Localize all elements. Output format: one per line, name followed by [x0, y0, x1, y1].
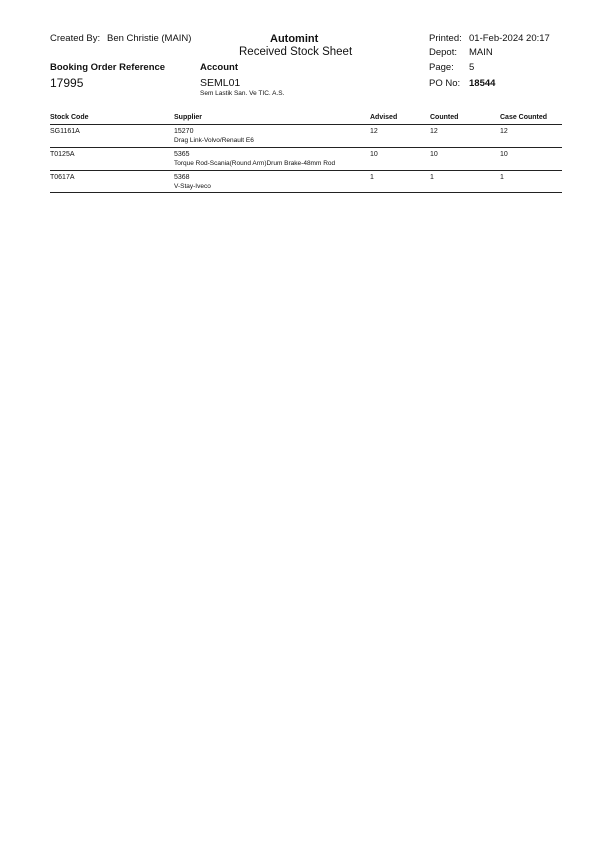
column-header-stock-code: Stock Code: [50, 114, 89, 121]
supplier-code: 5368: [174, 174, 190, 181]
counted-qty: 10: [430, 151, 438, 158]
advised-qty: 10: [370, 151, 378, 158]
column-header-advised: Advised: [370, 114, 398, 121]
stock-code: SG1161A: [50, 128, 80, 135]
column-header-counted: Counted: [430, 114, 459, 121]
advised-qty: 1: [370, 174, 374, 181]
account-label: Account: [200, 62, 238, 73]
column-header-case-counted: Case Counted: [500, 114, 548, 121]
depot-value: MAIN: [469, 47, 493, 58]
booking-ref-label: Booking Order Reference: [50, 62, 166, 73]
account-name: Sem Lastik San. Ve TIC. A.S.: [200, 90, 285, 97]
column-header-supplier: Supplier: [174, 114, 203, 121]
row-divider: [50, 192, 562, 193]
item-description: Drag Link-Volvo/Renault E6: [174, 137, 254, 144]
page-label: Page:: [429, 62, 454, 73]
stock-code: T0125A: [50, 151, 75, 158]
created-by-value: Ben Christie (MAIN): [107, 33, 192, 44]
created-by-label: Created By:: [50, 33, 101, 44]
company-name: Automint: [270, 33, 319, 45]
printed-label: Printed:: [429, 33, 462, 44]
case-counted-qty: 12: [500, 128, 508, 135]
case-counted-qty: 1: [500, 174, 504, 181]
po-number: 18544: [469, 78, 496, 89]
advised-qty: 12: [370, 128, 378, 135]
row-divider: [50, 170, 562, 171]
page-number: 5: [469, 62, 475, 73]
header-divider: [50, 124, 562, 125]
document-title: Received Stock Sheet: [239, 46, 353, 58]
row-divider: [50, 147, 562, 148]
depot-label: Depot:: [429, 47, 457, 58]
po-label: PO No:: [429, 78, 461, 89]
item-description: V-Stay-Iveco: [174, 183, 211, 190]
case-counted-qty: 10: [500, 151, 508, 158]
account-code: SEML01: [200, 77, 241, 89]
booking-ref-value: 17995: [50, 76, 84, 90]
counted-qty: 12: [430, 128, 438, 135]
item-description: Torque Rod-Scania(Round Arm)Drum Brake-48mm Rod: [174, 160, 336, 167]
supplier-code: 15270: [174, 128, 194, 135]
supplier-code: 5365: [174, 151, 190, 158]
counted-qty: 1: [430, 174, 434, 181]
stock-code: T0617A: [50, 174, 75, 181]
printed-value: 01-Feb-2024 20:17: [469, 33, 550, 44]
